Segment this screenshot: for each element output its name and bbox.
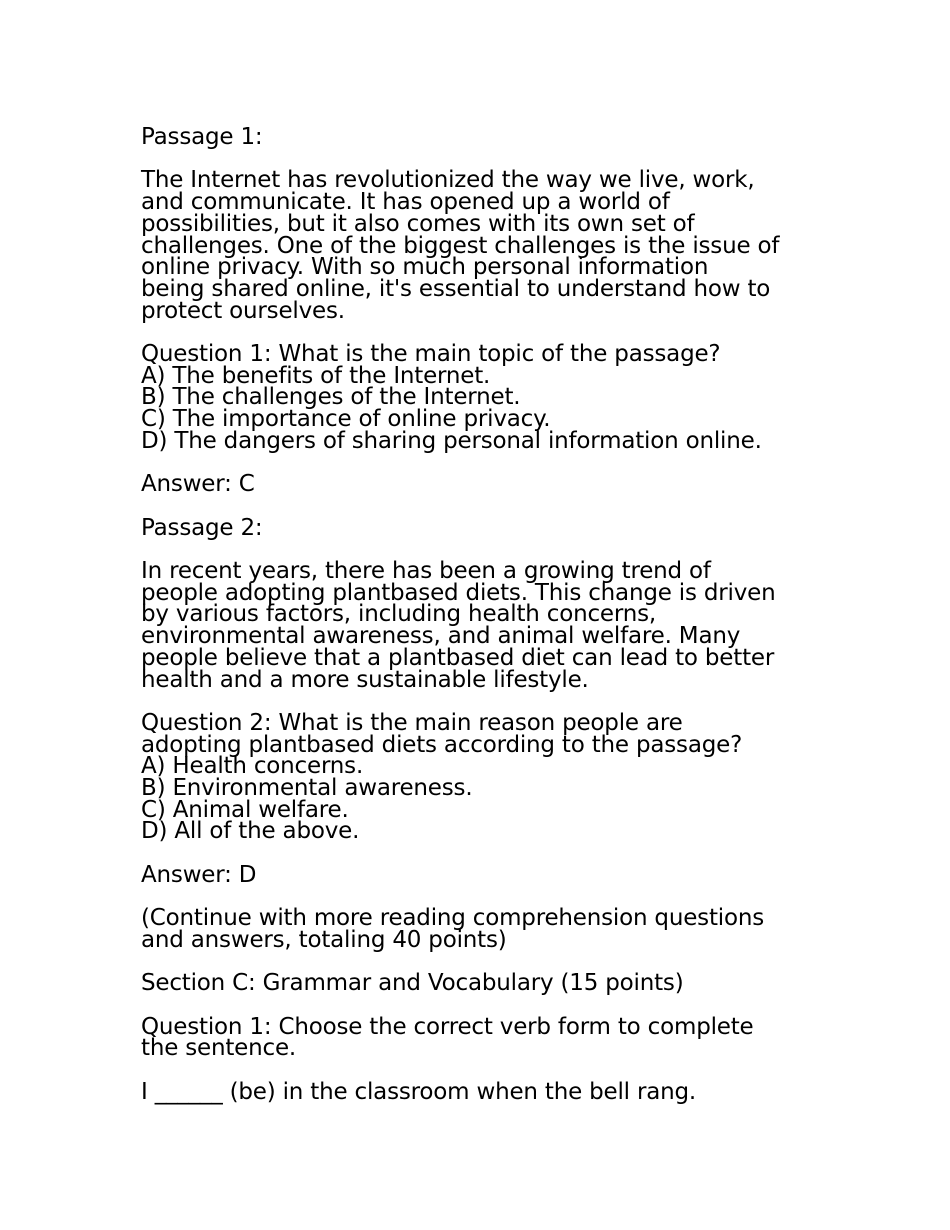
passage-2-line: people believe that a plantbased diet can lead to better bbox=[141, 644, 775, 671]
question-2-option-b: B) Environmental awareness. bbox=[141, 775, 473, 801]
question-1-option-b: B) The challenges of the Internet. bbox=[141, 384, 521, 411]
passage-2-line: by various factors, including health concerns, bbox=[141, 601, 656, 628]
question-1-option-c: C) The importance of online privacy. bbox=[141, 406, 551, 433]
answer-1: Answer: C bbox=[141, 471, 255, 498]
passage-1-line: The Internet has revolutionized the way we live, work, bbox=[141, 167, 755, 194]
grammar-question-1-sentence: I ______ (be) in the classroom when the bell rang. bbox=[141, 1078, 697, 1105]
question-1-option-d: D) The dangers of sharing personal information online. bbox=[141, 427, 762, 454]
passage-1-line: online privacy. With so much personal information bbox=[141, 254, 709, 281]
continue-note: (Continue with more reading comprehension questions and answers, totaling 40 points) bbox=[141, 905, 764, 953]
question-1-prompt: Question 1: What is the main topic of the passage? bbox=[141, 341, 721, 367]
question-2-prompt: Question 2: What is the main reason people are bbox=[141, 709, 683, 736]
passage-2-text bbox=[141, 557, 821, 693]
passage-2-line: environmental awareness, and animal welfare. Many bbox=[141, 623, 741, 650]
grammar-question-1: Question 1: Choose the correct verb form to complete the sentence. bbox=[141, 1013, 754, 1062]
question-1-option-a: A) The benefits of the Internet. bbox=[141, 362, 491, 389]
question-1-block bbox=[141, 341, 821, 454]
passage-2-line: health and a more sustainable lifestyle. bbox=[141, 666, 589, 693]
document-page bbox=[141, 124, 821, 1125]
question-2-option-c: C) Animal welfare. bbox=[141, 796, 349, 823]
question-2-option-d: D) All of the above. bbox=[141, 818, 360, 845]
passage-2-line: people adopting plantbased diets. This change is driven bbox=[141, 579, 776, 606]
passage-1-line: challenges. One of the biggest challenges is the issue of bbox=[141, 232, 780, 259]
passage-1-heading: Passage 1: bbox=[141, 124, 263, 150]
passage-1-line: and communicate. It has opened up a world of bbox=[141, 189, 670, 216]
passage-2-line: In recent years, there has been a growing trend of bbox=[141, 557, 711, 584]
section-c-heading: Section C: Grammar and Vocabulary (15 points) bbox=[141, 970, 684, 997]
passage-1-text bbox=[141, 167, 821, 324]
passage-2-heading: Passage 2: bbox=[141, 514, 263, 541]
passage-1-line: possibilities, but it also comes with its own set of bbox=[141, 210, 695, 237]
question-2-option-a: A) Health concerns. bbox=[141, 753, 364, 780]
question-2-block bbox=[141, 709, 821, 845]
passage-1-line: being shared online, it's essential to understand how to bbox=[141, 275, 771, 302]
answer-2: Answer: D bbox=[141, 861, 257, 888]
question-2-prompt: adopting plantbased diets according to the passage? bbox=[141, 731, 743, 758]
passage-1-line: protect ourselves. bbox=[141, 297, 345, 324]
